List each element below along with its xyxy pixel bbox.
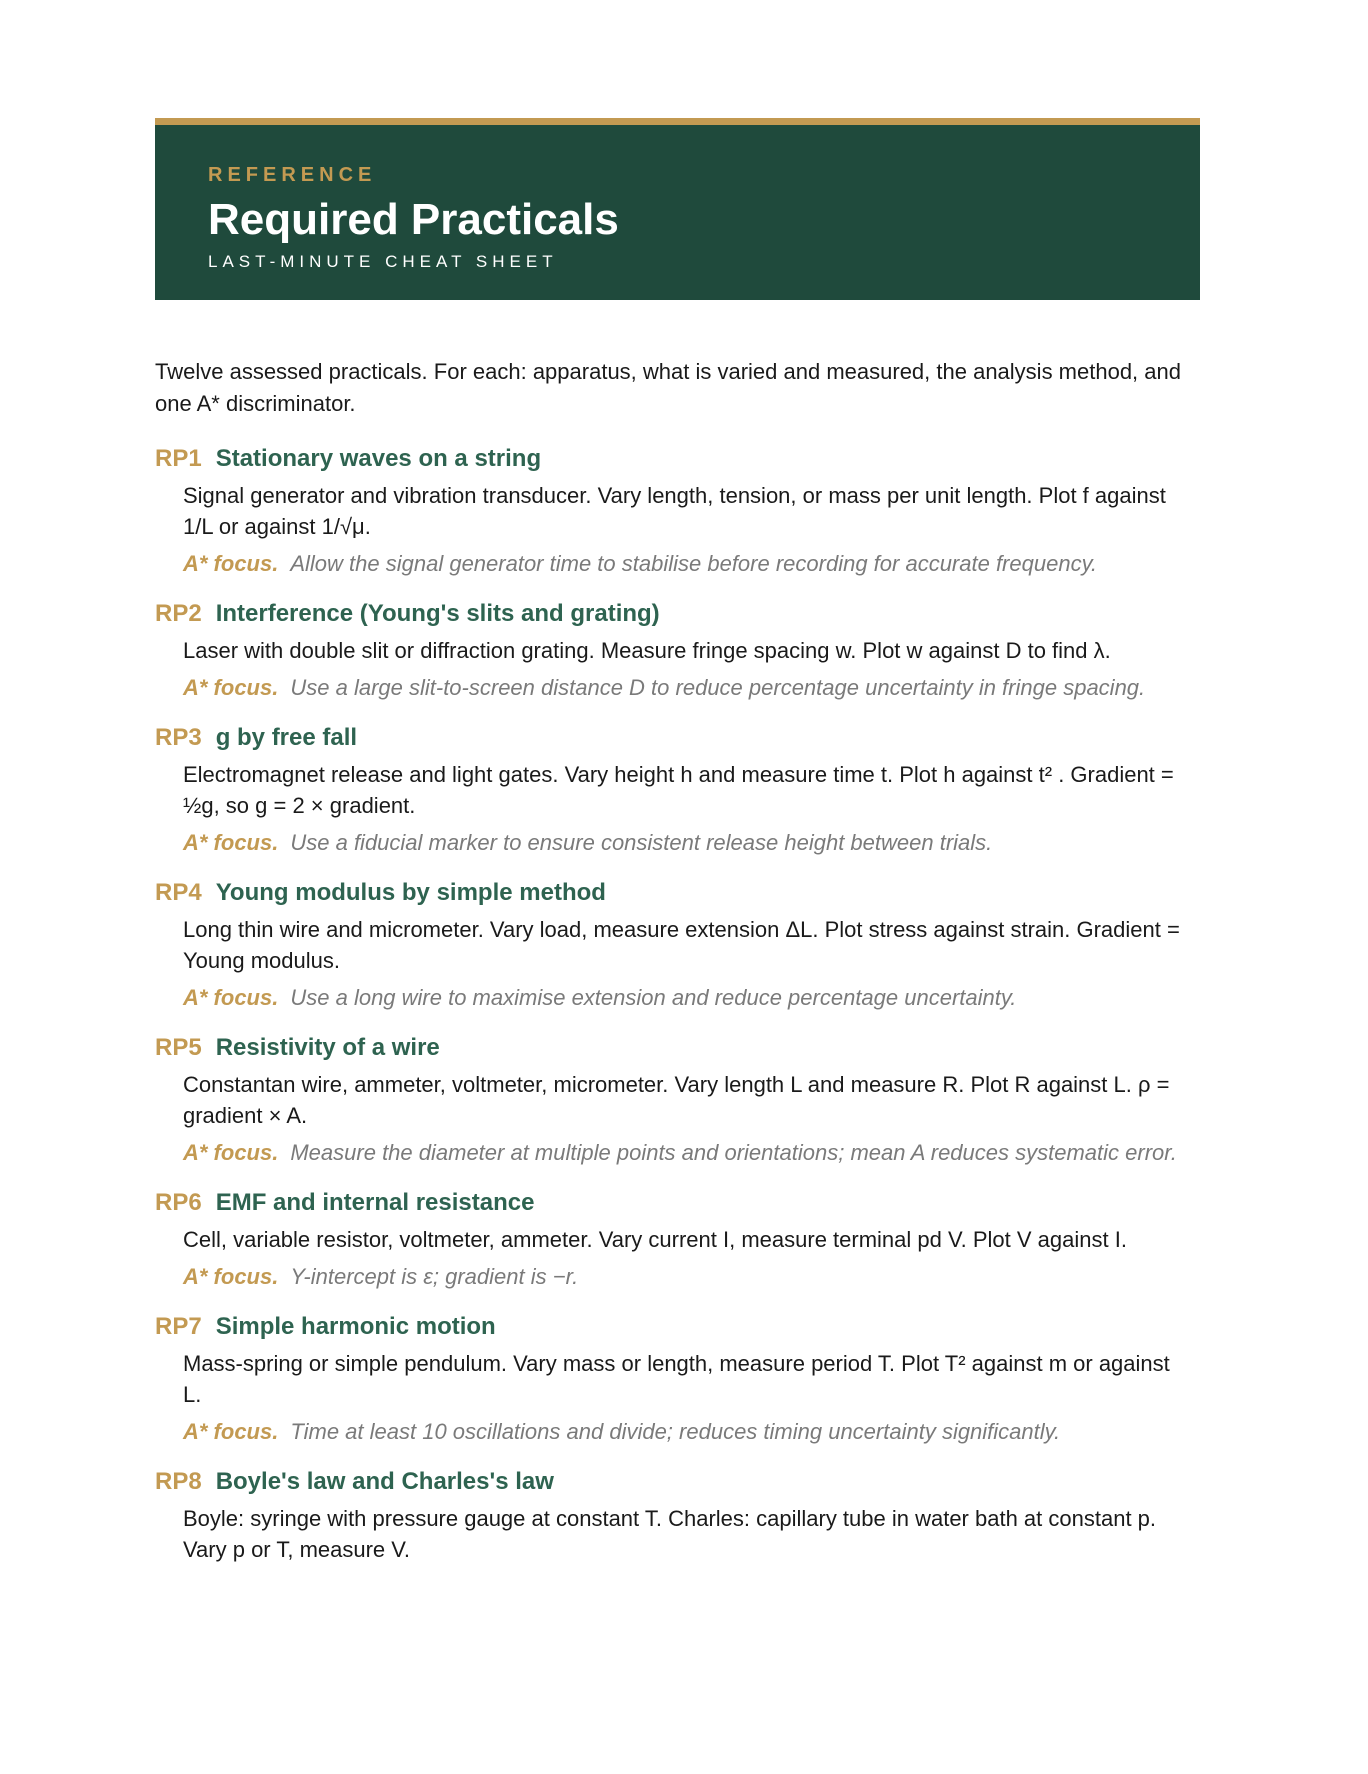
focus-text: Measure the diameter at multiple points and orientations; mean A reduces systematic error. [290,1140,1177,1165]
practical-description: Boyle: syringe with pressure gauge at constant T. Charles: capillary tube in water bath at constant p. Vary p or T, measure V. [183,1506,1157,1562]
practical-focus [155,1261,1200,1292]
practical-heading [155,1033,1200,1063]
practical-code: RP6 [155,1189,202,1216]
page-title: Required Practicals [208,195,619,244]
practical-code: RP1 [155,445,202,472]
practical-title: Simple harmonic motion [215,1313,496,1340]
practical-code: RP7 [155,1313,202,1340]
page-subtitle: LAST-MINUTE CHEAT SHEET [208,252,558,271]
focus-label: A* focus. [183,985,279,1010]
header-banner [155,118,1200,300]
practical-focus [155,1416,1200,1447]
focus-text: Use a large slit-to-screen distance D to reduce percentage uncertainty in fringe spacing. [290,675,1146,700]
practical-title: Boyle's law and Charles's law [215,1468,554,1495]
practical-title: Resistivity of a wire [215,1034,440,1061]
focus-text: Use a long wire to maximise extension and reduce percentage uncertainty. [290,985,1017,1010]
practical-item-rp1 [155,444,1200,579]
practical-focus [155,982,1200,1013]
practical-item-rp8 [155,1467,1200,1565]
focus-label: A* focus. [183,551,279,576]
practical-heading [155,723,1200,753]
header-kicker: REFERENCE [208,164,377,186]
focus-text: Y-intercept is ε; gradient is −r. [290,1264,579,1289]
intro-paragraph: Twelve assessed practicals. For each: apparatus, what is varied and measured, the analysis method, and one A* discriminator. [155,359,1181,416]
practical-focus [155,827,1200,858]
practical-description: Constantan wire, ammeter, voltmeter, micrometer. Vary length L and measure R. Plot R against L. ρ = gradient × A. [183,1072,1170,1128]
practical-description: Electromagnet release and light gates. Vary height h and measure time t. Plot h against t² . Gradient = ½g, so g = 2 × gradient. [183,762,1174,818]
practical-heading [155,444,1200,474]
practical-code: RP4 [155,879,202,906]
practical-item-rp7 [155,1312,1200,1447]
practical-focus [155,548,1200,579]
practical-code: RP5 [155,1034,202,1061]
practical-description: Mass-spring or simple pendulum. Vary mass or length, measure period T. Plot T² against m or against L. [183,1351,1170,1407]
practical-description: Cell, variable resistor, voltmeter, ammeter. Vary current I, measure terminal pd V. Plot V against I. [183,1227,1127,1252]
focus-text: Allow the signal generator time to stabilise before recording for accurate frequency. [290,551,1098,576]
practical-item-rp4 [155,878,1200,1013]
practical-title: Young modulus by simple method [215,879,606,906]
practical-code: RP8 [155,1468,202,1495]
practical-heading [155,1312,1200,1342]
practical-heading [155,1467,1200,1497]
focus-text: Use a fiducial marker to ensure consistent release height between trials. [290,830,993,855]
practical-title: Stationary waves on a string [215,445,542,472]
cheat-sheet-page [155,118,1200,1585]
practical-title: EMF and internal resistance [215,1189,535,1216]
focus-label: A* focus. [183,830,279,855]
practical-description: Signal generator and vibration transducer. Vary length, tension, or mass per unit length. Plot f against 1/L or against 1/√μ. [183,483,1166,539]
practical-heading [155,1188,1200,1218]
practical-heading [155,599,1200,629]
focus-text: Time at least 10 oscillations and divide; reduces timing uncertainty significantly. [290,1419,1061,1444]
practicals-list [155,444,1200,1565]
practical-code: RP3 [155,724,202,751]
focus-label: A* focus. [183,675,279,700]
practical-heading [155,878,1200,908]
practical-item-rp3 [155,723,1200,858]
practical-item-rp5 [155,1033,1200,1168]
practical-focus [155,1137,1200,1168]
practical-code: RP2 [155,600,202,627]
practical-item-rp6 [155,1188,1200,1292]
practical-description: Laser with double slit or diffraction grating. Measure fringe spacing w. Plot w against D to find λ. [183,638,1111,663]
focus-label: A* focus. [183,1419,279,1444]
focus-label: A* focus. [183,1264,279,1289]
focus-label: A* focus. [183,1140,279,1165]
practical-description: Long thin wire and micrometer. Vary load, measure extension ΔL. Plot stress against strain. Gradient = Young modulus. [183,917,1180,973]
practical-title: g by free fall [215,724,358,751]
practical-title: Interference (Young's slits and grating) [215,600,660,627]
practical-item-rp2 [155,599,1200,703]
practical-focus [155,672,1200,703]
